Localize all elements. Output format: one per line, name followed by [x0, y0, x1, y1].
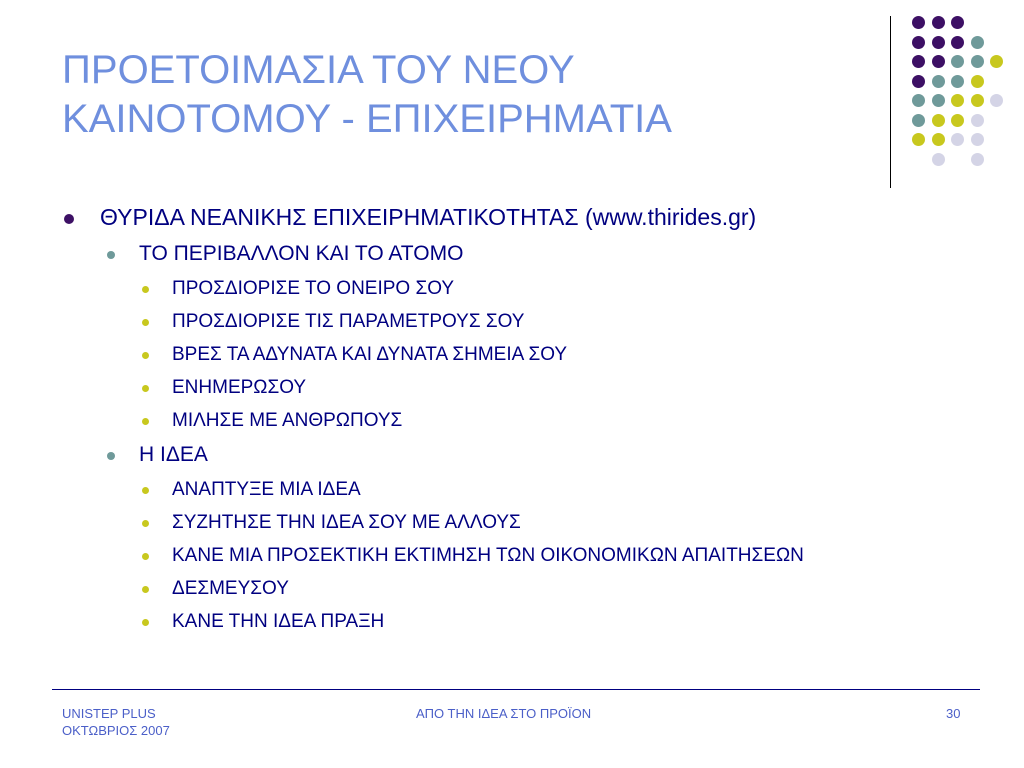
list-item [172, 578, 289, 600]
footer-org: UNISTEP PLUS [62, 706, 156, 721]
decorative-dot [951, 114, 964, 127]
decorative-dot [932, 153, 945, 166]
decorative-dot [951, 16, 964, 29]
decorative-dot [951, 94, 964, 107]
slide-title-line-1: ΠΡΟΕΤΟΙΜΑΣΙΑ ΤΟΥ ΝΕΟΥ [62, 48, 575, 92]
bullet-text: ΘΥΡΙΔΑ ΝΕΑΝΙΚΗΣ ΕΠΙΧΕΙΡΗΜΑΤΙΚΟΤΗΤΑΣ (www.thirides.gr) [100, 204, 757, 230]
decorative-dot [932, 133, 945, 146]
list-item [172, 311, 524, 333]
bullet-dot-icon [142, 553, 149, 560]
decorative-dot [971, 133, 984, 146]
decorative-dot [971, 36, 984, 49]
bullet-dot-icon [142, 319, 149, 326]
bullet-text: ΤΟ ΠΕΡΙΒΑΛΛΟΝ ΚΑΙ ΤΟ ΑΤΟΜΟ [139, 242, 464, 265]
decorative-dot [912, 75, 925, 88]
decorative-dot [912, 16, 925, 29]
section-heading [139, 242, 463, 266]
slide-title [62, 46, 822, 144]
bullet-dot-icon [142, 487, 149, 494]
decorative-dot [990, 94, 1003, 107]
decorative-dot [932, 75, 945, 88]
decorative-dot [971, 114, 984, 127]
bullet-text: ΔΕΣΜΕΥΣΟΥ [172, 578, 289, 599]
section-heading [139, 443, 208, 467]
bullet-text: Η ΙΔΕΑ [139, 443, 208, 466]
footer-divider [52, 689, 980, 690]
bullet-text: ΚΑΝΕ ΜΙΑ ΠΡΟΣΕΚΤΙΚΗ ΕΚΤΙΜΗΣΗ ΤΩΝ ΟΙΚΟΝΟΜΙΚΩΝ ΑΠΑΙΤΗΣΕΩΝ [172, 545, 804, 566]
decorative-dot [951, 55, 964, 68]
decorative-dot [951, 36, 964, 49]
footer-center: ΑΠΟ ΤΗΝ ΙΔΕΑ ΣΤΟ ΠΡΟΪΟΝ [416, 706, 592, 721]
decorative-dot [932, 114, 945, 127]
bullet-dot-icon [142, 520, 149, 527]
bullet-text: ΠΡΟΣΔΙΟΡΙΣΕ ΤΟ ΟΝΕΙΡΟ ΣΟΥ [172, 278, 455, 299]
bullet-dot-icon [107, 452, 115, 460]
decorative-dot [971, 94, 984, 107]
footer-page-number: 30 [946, 706, 961, 721]
decorative-dot [912, 114, 925, 127]
decorative-dot [932, 36, 945, 49]
list-item [172, 278, 454, 300]
list-item [172, 545, 804, 567]
footer-date: ΟΚΤΩΒΡΙΟΣ 2007 [62, 723, 170, 738]
bullet-dot-icon [64, 214, 74, 224]
decorative-dot [932, 16, 945, 29]
list-item [172, 479, 361, 501]
decorative-dot [912, 55, 925, 68]
bullet-dot-icon [142, 418, 149, 425]
bullet-text: ΠΡΟΣΔΙΟΡΙΣΕ ΤΙΣ ΠΑΡΑΜΕΤΡΟΥΣ ΣΟΥ [172, 311, 525, 332]
bullet-dot-icon [142, 286, 149, 293]
decorative-dot [951, 75, 964, 88]
decorative-dot [971, 153, 984, 166]
list-item [172, 377, 306, 399]
decorative-dot [932, 55, 945, 68]
decorative-dot [912, 36, 925, 49]
list-item [172, 410, 402, 432]
bullet-text: ΣΥΖΗΤΗΣΕ ΤΗΝ ΙΔΕΑ ΣΟΥ ΜΕ ΑΛΛΟΥΣ [172, 512, 521, 533]
bullet-text: ΒΡΕΣ ΤΑ ΑΔΥΝΑΤΑ ΚΑΙ ΔΥΝΑΤΑ ΣΗΜΕΙΑ ΣΟΥ [172, 344, 568, 365]
bullet-level-1 [100, 204, 756, 231]
decorative-dot [971, 55, 984, 68]
bullet-text: ΑΝΑΠΤΥΞΕ ΜΙΑ ΙΔΕΑ [172, 479, 361, 500]
bullet-dot-icon [142, 385, 149, 392]
decorative-vertical-line [890, 16, 891, 188]
slide-title-line-2: ΚΑΙΝΟΤΟΜΟΥ - ΕΠΙΧΕΙΡΗΜΑΤΙΑ [62, 97, 672, 141]
bullet-text: ΕΝΗΜΕΡΩΣΟΥ [172, 377, 307, 398]
decorative-dot [951, 133, 964, 146]
footer-left [62, 705, 170, 739]
decorative-dot [912, 94, 925, 107]
bullet-text: ΜΙΛΗΣΕ ΜΕ ΑΝΘΡΩΠΟΥΣ [172, 410, 403, 431]
list-item [172, 512, 521, 534]
decorative-dot [912, 133, 925, 146]
bullet-dot-icon [107, 251, 115, 259]
list-item [172, 344, 567, 366]
decorative-dot [990, 55, 1003, 68]
decorative-dot [971, 75, 984, 88]
bullet-text: ΚΑΝΕ ΤΗΝ ΙΔΕΑ ΠΡΑΞΗ [172, 611, 385, 632]
bullet-dot-icon [142, 619, 149, 626]
decorative-dot [932, 94, 945, 107]
bullet-dot-icon [142, 352, 149, 359]
bullet-dot-icon [142, 586, 149, 593]
list-item [172, 611, 384, 633]
